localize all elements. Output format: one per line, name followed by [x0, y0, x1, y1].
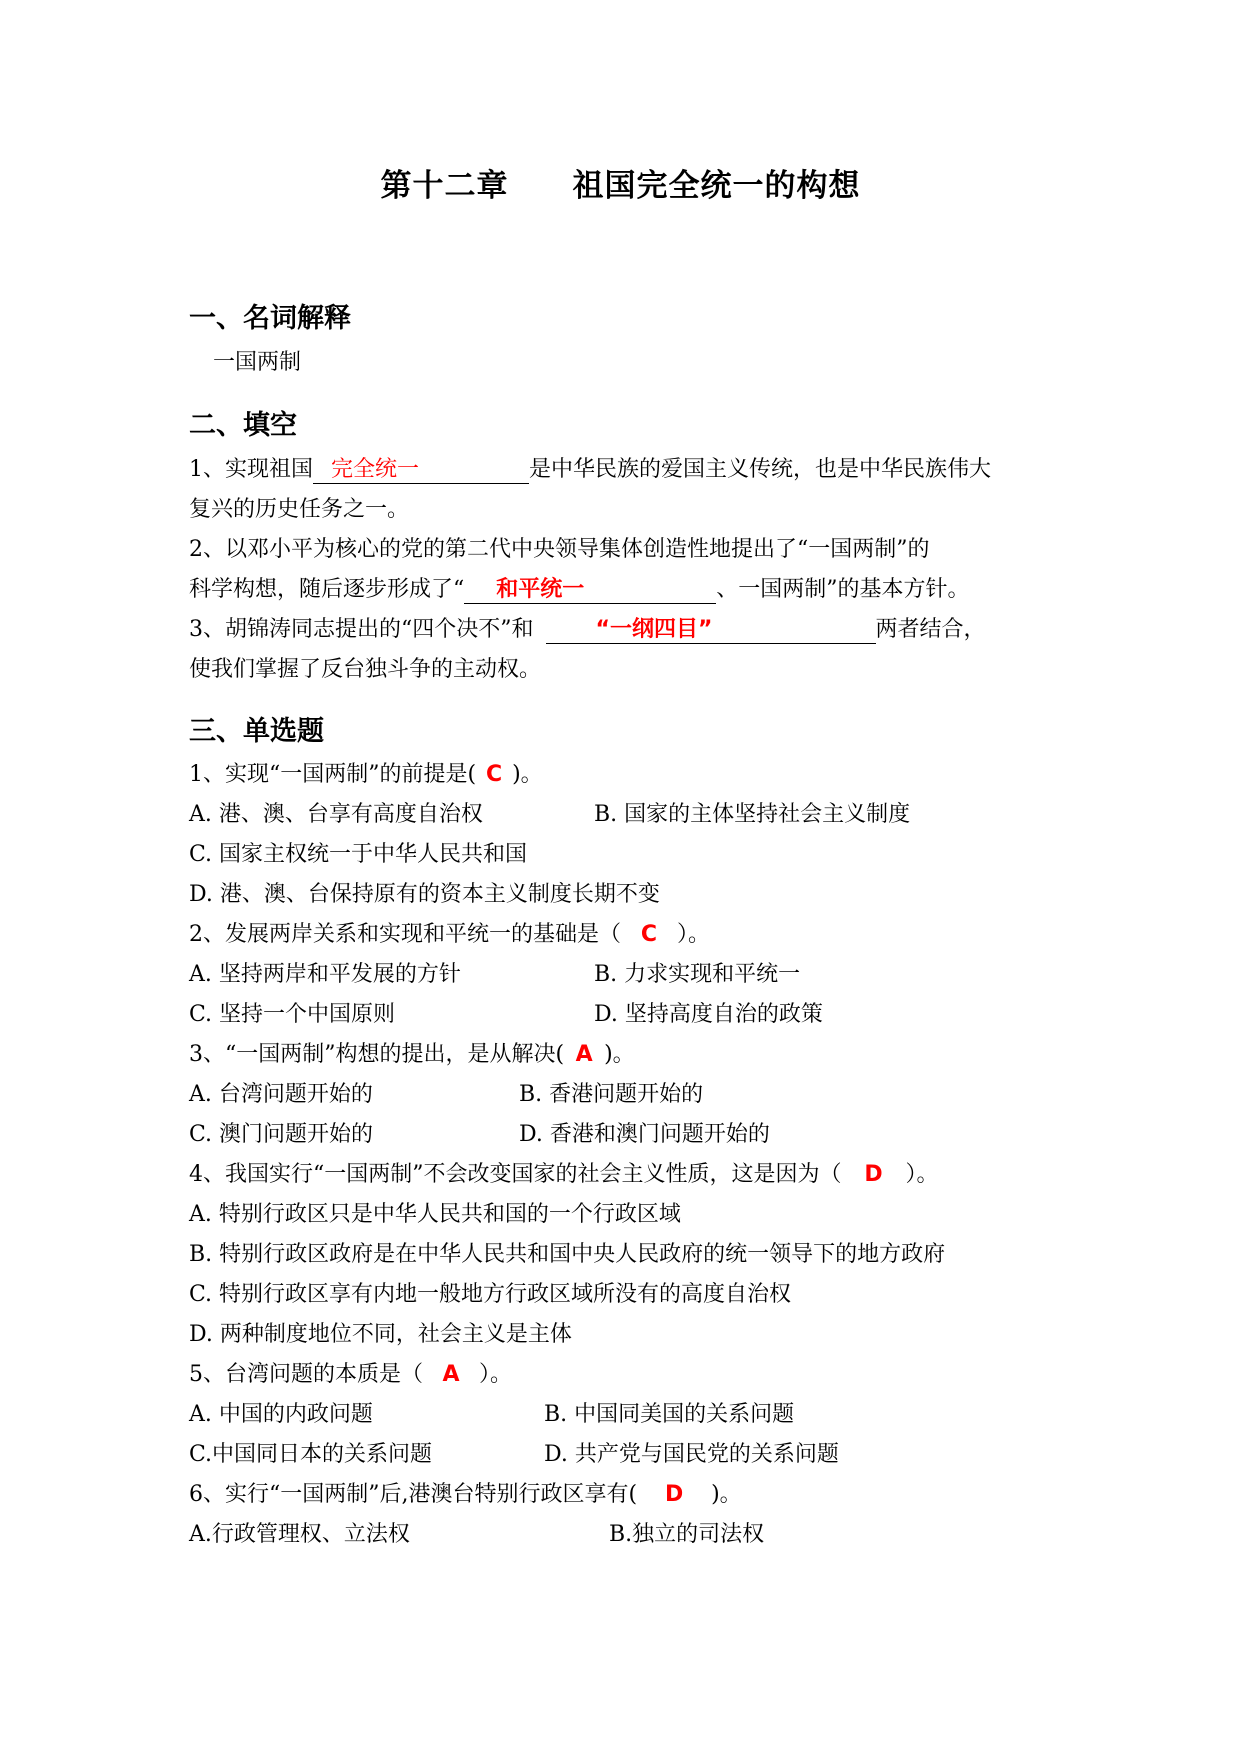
mc-q6-stem-end: )。	[711, 1482, 742, 1507]
mc-q1-option-a: A. 港、澳、台享有高度自治权	[189, 802, 483, 827]
mc-q3-option-a: A. 台湾问题开始的	[189, 1082, 373, 1107]
fill-q2-before: 科学构想，随后逐步形成了“	[189, 577, 465, 602]
fill-question-2: 2、以邓小平为核心的党的第二代中央领导集体创造性地提出了“一国两制”的	[189, 537, 930, 562]
mc-q1-stem: 1、实现“一国两制”的前提是(	[189, 762, 477, 787]
fill-question-3	[189, 615, 986, 645]
mc-q6-stem: 6、实行“一国两制”后,港澳台特别行政区享有(	[189, 1482, 638, 1507]
mc-q1-option-d: D. 港、澳、台保持原有的资本主义制度长期不变	[189, 882, 660, 907]
mc-q3-option-d: D. 香港和澳门问题开始的	[519, 1122, 770, 1147]
mc-q5-option-d: D. 共产党与国民党的关系问题	[544, 1442, 839, 1467]
fill-q3-blank	[546, 617, 876, 644]
fill-question-1	[189, 455, 991, 485]
mc-q5-option-c: C.中国同日本的关系问题	[189, 1442, 433, 1467]
mc-q4-stem-end: ）。	[905, 1162, 939, 1187]
mc-q2-option-c: C. 坚持一个中国原则	[189, 1002, 396, 1027]
fill-q1-blank	[313, 457, 529, 484]
fill-q2-answer: 和平统一	[496, 577, 585, 602]
mc-q2-answer: C	[640, 922, 658, 947]
mc-q6-options-row1	[189, 1520, 765, 1550]
fill-q1-answer: 完全统一	[331, 457, 420, 482]
mc-q2-option-b: B. 力求实现和平统一	[594, 962, 801, 987]
fill-q2-after: 、一国两制”的基本方针。	[716, 577, 970, 602]
mc-q2-options-row1	[189, 960, 801, 990]
mc-q6-answer: D	[664, 1482, 684, 1507]
section-heading-single-choice: 三、单选题	[189, 716, 324, 747]
mc-question-2	[189, 920, 710, 950]
mc-q1-option-c: C. 国家主权统一于中华人民共和国	[189, 842, 528, 867]
fill-question-2-cont	[189, 575, 970, 605]
fill-q3-after: 两者结合，	[875, 617, 986, 642]
mc-q2-option-d: D. 坚持高度自治的政策	[594, 1002, 823, 1027]
fill-question-1-cont: 复兴的历史任务之一。	[189, 497, 410, 522]
mc-q5-option-a: A. 中国的内政问题	[189, 1402, 373, 1427]
mc-question-5	[189, 1360, 512, 1390]
mc-q3-options-row2	[189, 1120, 770, 1150]
mc-q1-stem-end: )。	[512, 762, 543, 787]
mc-q5-options-row1	[189, 1400, 795, 1430]
mc-q4-option-c: C. 特别行政区享有内地一般地方行政区域所没有的高度自治权	[189, 1282, 792, 1307]
mc-q3-stem: 3、“一国两制”构想的提出，是从解决(	[189, 1042, 565, 1067]
mc-q2-option-a: A. 坚持两岸和平发展的方针	[189, 962, 461, 987]
mc-q3-options-row1	[189, 1080, 704, 1110]
fill-q3-answer: “一纲四目”	[595, 617, 713, 642]
mc-q4-option-d: D. 两种制度地位不同，社会主义是主体	[189, 1322, 572, 1347]
mc-question-4	[189, 1160, 939, 1190]
mc-question-1	[189, 760, 543, 790]
mc-q4-stem: 4、我国实行“一国两制”不会改变国家的社会主义性质，这是因为（	[189, 1162, 842, 1187]
mc-q2-stem-end: ）。	[677, 922, 711, 947]
fill-q2-blank	[464, 577, 716, 604]
mc-q2-stem: 2、发展两岸关系和实现和平统一的基础是（	[189, 922, 621, 947]
section-heading-fill-blank: 二、填空	[189, 410, 297, 441]
mc-q5-stem: 5、台湾问题的本质是（	[189, 1362, 423, 1387]
mc-q4-option-a: A. 特别行政区只是中华人民共和国的一个行政区域	[189, 1202, 681, 1227]
mc-q3-stem-end: )。	[604, 1042, 635, 1067]
mc-q5-options-row2	[189, 1440, 839, 1470]
fill-q3-before: 3、胡锦涛同志提出的“四个决不”和	[189, 617, 534, 642]
fill-q1-after: 是中华民族的爱国主义传统，也是中华民族伟大	[529, 457, 992, 482]
mc-q1-option-b: B. 国家的主体坚持社会主义制度	[594, 802, 911, 827]
mc-q3-answer: A	[575, 1042, 593, 1067]
mc-q4-option-b: B. 特别行政区政府是在中华人民共和国中央人民政府的统一领导下的地方政府	[189, 1242, 946, 1267]
mc-q6-option-b: B.独立的司法权	[609, 1522, 765, 1547]
term-item: 一国两制	[213, 350, 302, 375]
mc-q5-option-b: B. 中国同美国的关系问题	[544, 1402, 795, 1427]
mc-q5-stem-end: ）。	[479, 1362, 513, 1387]
mc-q2-options-row2	[189, 1000, 823, 1030]
fill-question-3-cont: 使我们掌握了反台独斗争的主动权。	[189, 657, 542, 682]
mc-q5-answer: A	[442, 1362, 460, 1387]
mc-question-6	[189, 1480, 742, 1510]
mc-q1-answer: C	[486, 762, 503, 787]
mc-q4-answer: D	[864, 1162, 883, 1187]
mc-q1-options-row1	[189, 800, 911, 830]
mc-q3-option-c: C. 澳门问题开始的	[189, 1122, 374, 1147]
section-heading-definitions: 一、名词解释	[189, 303, 351, 334]
mc-q6-option-a: A.行政管理权、立法权	[189, 1522, 410, 1547]
mc-question-3	[189, 1040, 635, 1070]
chapter-title: 第十二章 祖国完全统一的构想	[380, 168, 861, 204]
mc-q3-option-b: B. 香港问题开始的	[519, 1082, 704, 1107]
fill-q1-before: 1、实现祖国	[189, 457, 313, 482]
